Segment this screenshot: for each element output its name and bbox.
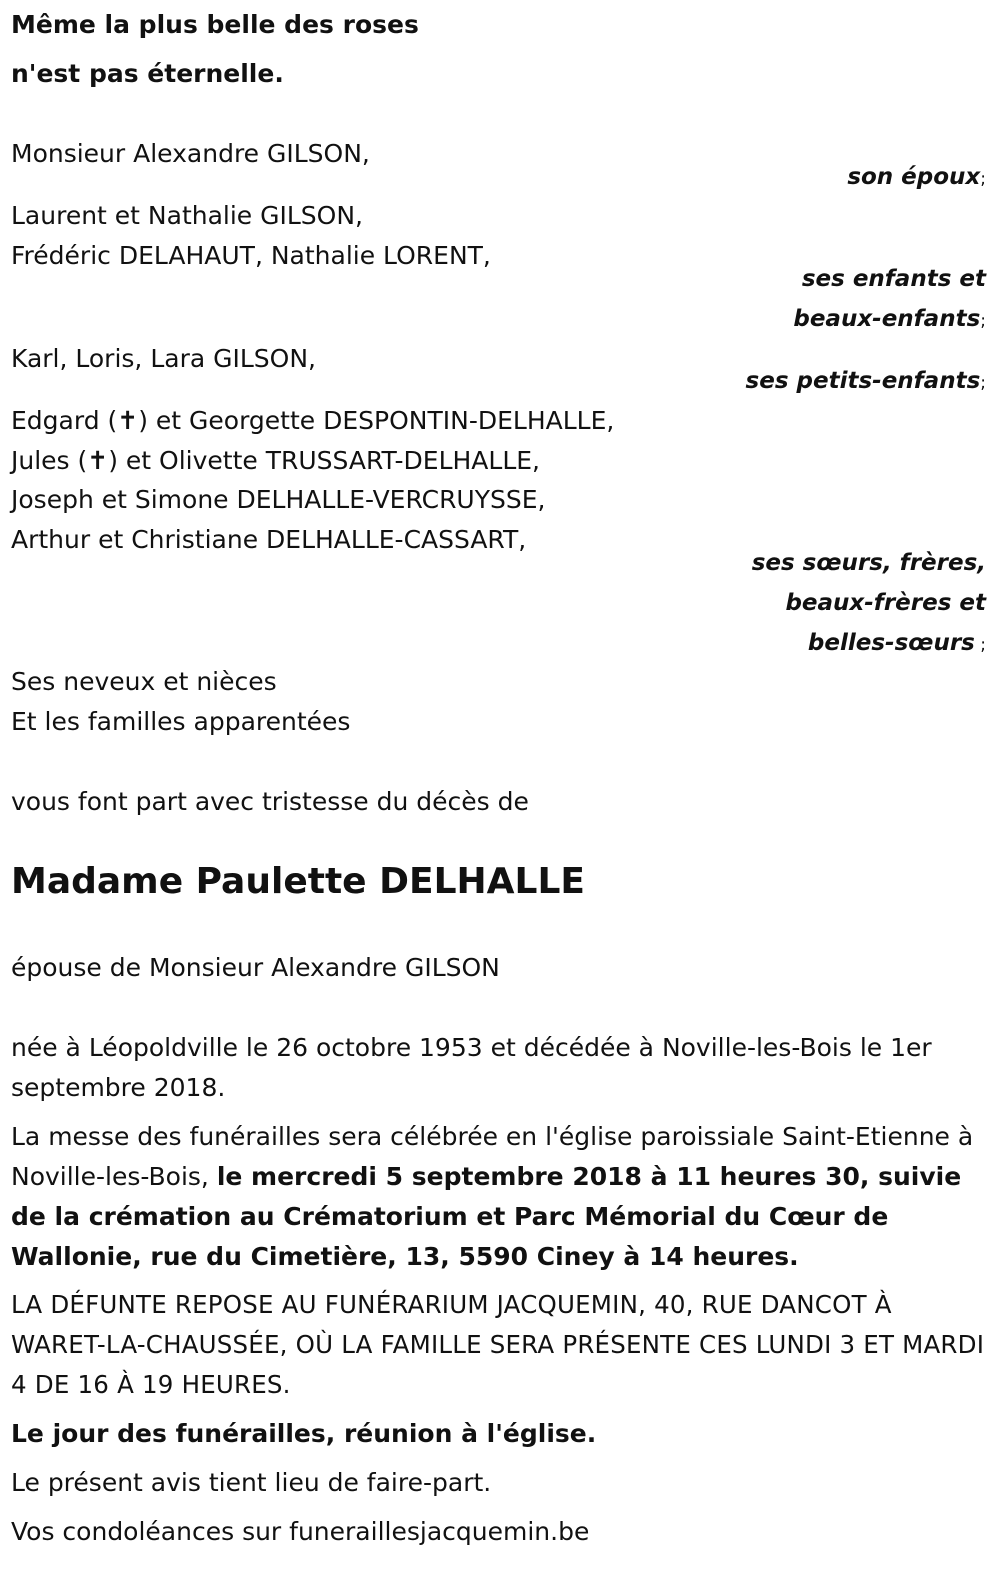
- grandchildren: Karl, Loris, Lara GILSON,: [11, 344, 316, 373]
- siblings-role-line-1: ses sœurs, frères,: [751, 550, 986, 576]
- children-line-2: Frédéric DELAHAUT, Nathalie LORENT,: [11, 241, 491, 270]
- funeral-repose: LA DÉFUNTE REPOSE AU FUNÉRARIUM JACQUEMIN, 40, RUE DANCOT À WARET-LA-CHAUSSÉE, OÙ LA FAMILLE SERA PRÉSENTE CES LUNDI 3 ET MARDI 4 DE 16 À 19 HEURES.: [11, 1290, 985, 1399]
- birth-death: née à Léopoldville le 26 octobre 1953 et décédée à Noville-les-Bois le 1er septembre 2018.: [11, 1033, 932, 1102]
- funeral-mass-intro: La messe des funérailles sera célébrée en l'église paroissiale Saint-Etienne à Noville-les-Bois,: [11, 1122, 974, 1191]
- siblings-line-1: Edgard (✝) et Georgette DESPONTIN-DELHALLE,: [11, 406, 615, 435]
- others-line-1: Ses neveux et nièces: [11, 667, 277, 696]
- children-role-line-2: beaux-enfants;: [793, 306, 986, 332]
- siblings-line-3: Joseph et Simone DELHALLE-VERCRUYSSE,: [11, 485, 546, 514]
- siblings-role-line-2: beaux-frères et: [785, 590, 986, 616]
- siblings-line-2: Jules (✝) et Olivette TRUSSART-DELHALLE,: [11, 446, 540, 475]
- spouse-name: Monsieur Alexandre GILSON,: [11, 139, 370, 168]
- siblings-role-line-3: belles-sœurs ;: [807, 630, 986, 656]
- condolences-text: Vos condoléances sur funerailles​jacquemin.be: [11, 1517, 590, 1546]
- funeral-meeting: Le jour des funérailles, réunion à l'église.: [11, 1419, 597, 1448]
- deceased-spouse: épouse de Monsieur Alexandre GILSON: [11, 953, 500, 982]
- others-line-2: Et les familles apparentées: [11, 707, 351, 736]
- funeral-mass-details: le mercredi 5 septembre 2018 à 11 heures 30, suivie de la crémation au Crématorium et Parc Mémorial du Cœur de Wallonie, rue du Cimetière, 13, 5590 Ciney à 14 heures.: [11, 1162, 962, 1271]
- poem-line-2: n'est pas éternelle.: [11, 59, 284, 88]
- children-line-1: Laurent et Nathalie GILSON,: [11, 201, 364, 230]
- poem-line-1: Même la plus belle des roses: [11, 10, 419, 39]
- funeral-mass: [11, 1117, 986, 1277]
- siblings-line-4: Arthur et Christiane DELHALLE-CASSART,: [11, 525, 527, 554]
- grandchildren-role: ses petits-enfants;: [745, 368, 986, 394]
- children-role-line-1: ses enfants et: [801, 266, 986, 292]
- deceased-name: Madame Paulette DELHALLE: [11, 861, 585, 902]
- notice-text: Le présent avis tient lieu de faire-part.: [11, 1468, 492, 1497]
- spouse-role: son époux;: [847, 164, 986, 190]
- announcement: vous font part avec tristesse du décès de: [11, 787, 529, 816]
